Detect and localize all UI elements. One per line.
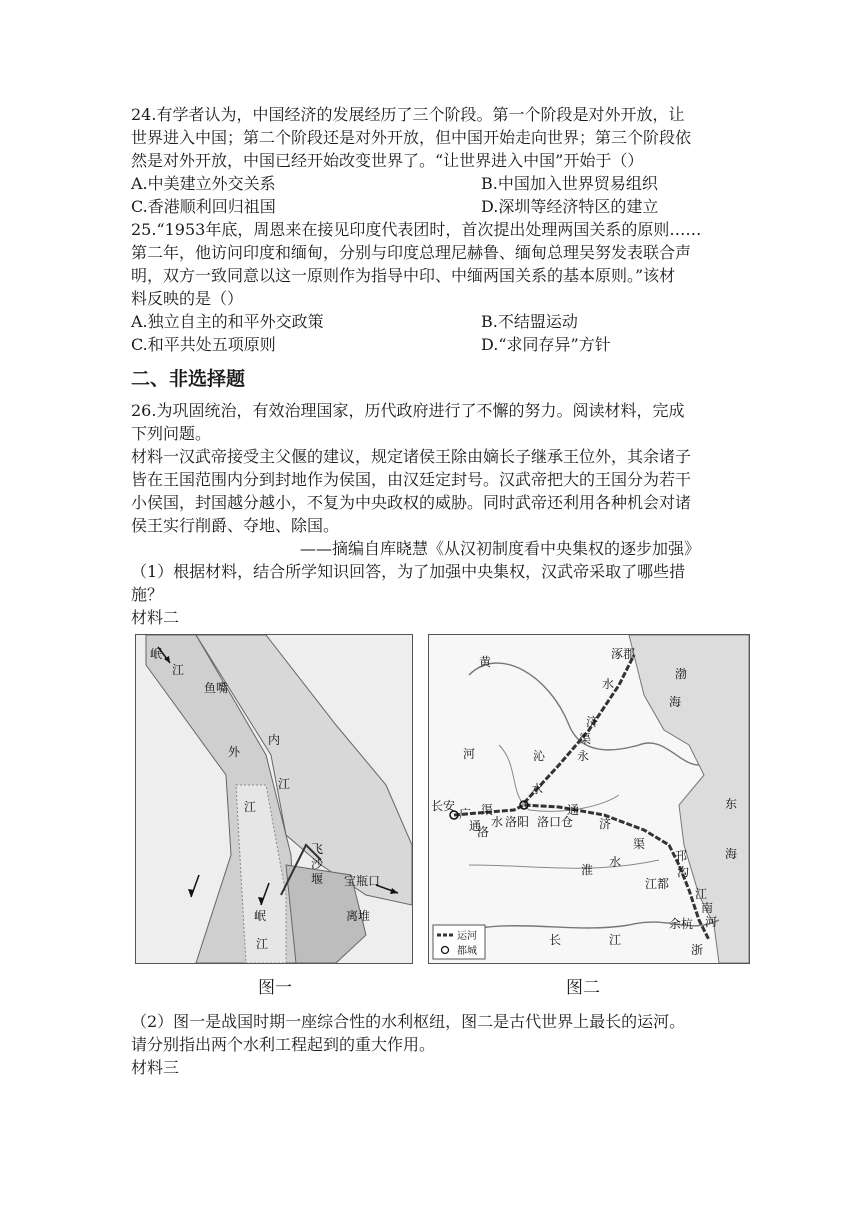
fig1-label-nei: 内 <box>268 733 281 747</box>
fig2-label-yong: 永 <box>577 749 590 763</box>
q25-option-a: A.独立自主的和平外交政策 <box>131 312 324 331</box>
fig2-label-luoyang: 洛阳 <box>505 815 530 829</box>
fig2-label-qin: 沁 <box>533 749 546 763</box>
fig2-label-shui-qin: 水 <box>531 782 544 796</box>
material1-source: ——摘编自库晓慧《从汉初制度看中央集权的逐步加强》 <box>300 539 701 558</box>
material2-label: 材料二 <box>131 608 180 627</box>
fig2-label-tong: 通 <box>567 803 580 817</box>
fig1-label-fei: 飞 <box>311 842 324 856</box>
q24-stem-line-3: 然是对外开放，中国已经开始改变世界了。“让世界进入中国”开始于（） <box>131 151 644 170</box>
q24-option-a: A.中美建立外交关系 <box>131 174 276 193</box>
material1-line-4: 侯王实行削爵、夺地、除国。 <box>131 516 340 535</box>
fig2-label-he: 河 <box>463 747 476 761</box>
fig2-label-jiang-chang: 江 <box>609 933 622 947</box>
q25-stem-line-2: 第二年，他访问印度和缅甸，分别与印度总理尼赫鲁、缅甸总理吴努发表联合声 <box>131 243 692 262</box>
q26-sub1-line-1: （1）根据材料，结合所学知识回答，为了加强中央集权，汉武帝采取了哪些措 <box>131 562 686 581</box>
fig2-label-huai: 淮 <box>581 863 594 877</box>
fig2-label-chang: 长 <box>549 933 562 947</box>
fig2-label-ji: 济 <box>586 715 599 729</box>
q25-option-c: C.和平共处五项原则 <box>131 335 276 354</box>
fig2-label-hai-bohai: 海 <box>669 695 682 709</box>
fig2-label-yuhang: 余杭 <box>669 917 694 931</box>
fig1-label-min: 岷 <box>150 647 163 661</box>
fig2-label-luo: 洛 <box>477 825 490 839</box>
q25-stem-line-4: 料反映的是（） <box>131 289 244 308</box>
q25-stem-line-3: 明，双方一致同意以这一原则作为指导中印、中缅两国关系的基本原则。”该材 <box>131 266 676 285</box>
fig1-label-yuzui: 鱼嘴 <box>204 681 229 695</box>
fig2-label-he-nanhe: 河 <box>705 915 718 929</box>
figure-1-drawing <box>136 635 412 963</box>
fig2-label-jiangdu: 江都 <box>645 877 670 891</box>
fig2-label-bo: 渤 <box>675 667 688 681</box>
material1-line-1: 材料一汉武帝接受主父偃的建议，规定诸侯王除由嫡长子继承王位外，其余诸子 <box>131 447 692 466</box>
q24-option-b: B.中国加入世界贸易组织 <box>481 174 658 193</box>
material1-line-2: 皆在王国范围内分到封地作为侯国，由汉廷定封号。汉武帝把大的王国分为若干 <box>131 470 692 489</box>
q26-intro-line-2: 下列问题。 <box>131 424 212 443</box>
fig1-label-baopingkou: 宝瓶口 <box>344 874 381 888</box>
fig2-legend-canal: 运河 <box>457 931 477 942</box>
fig2-label-hai-donghai: 海 <box>725 847 738 861</box>
fig2-label-qu-tongji: 渠 <box>633 837 646 851</box>
q24-stem-line-1: 24.有学者认为，中国经济的发展经历了三个阶段。第一个阶段是对外开放，让 <box>131 105 685 124</box>
fig1-label-yan: 堰 <box>311 872 324 886</box>
fig1-label-jiang-inner: 江 <box>278 777 291 791</box>
q24-option-d: D.深圳等经济特区的建立 <box>481 197 659 216</box>
fig2-label-shui-north: 水 <box>602 677 615 691</box>
figure-2-caption: 图二 <box>566 978 600 998</box>
fig1-label-wai: 外 <box>228 745 241 759</box>
q25-option-d: D.“求同存异”方针 <box>481 335 611 354</box>
fig2-label-jiang-nanhe: 江 <box>695 887 708 901</box>
fig2-label-zhe: 浙 <box>691 943 704 957</box>
q26-intro-line-1: 26.为巩固统治，有效治理国家，历代政府进行了不懈的努力。阅读材料，完成 <box>131 401 685 420</box>
figure-1-caption: 图一 <box>258 978 292 998</box>
fig2-label-guang: 广 <box>459 807 472 821</box>
fig2-label-nan: 南 <box>701 901 714 915</box>
fig1-label-sha: 沙 <box>311 857 324 871</box>
figure-1-dujiangyan-map <box>135 634 413 964</box>
section-title: 二、非选择题 <box>131 368 246 390</box>
fig2-label-han: 邗 <box>675 849 688 863</box>
fig2-label-changan: 长安 <box>431 799 456 813</box>
material1-line-3: 小侯国，封国越分越小，不复为中央政权的威胁。同时武帝还利用各种机会对诸 <box>131 493 692 512</box>
fig2-label-ji-tongji: 济 <box>599 817 612 831</box>
q25-option-b: B.不结盟运动 <box>481 312 578 331</box>
fig2-label-qu-guangtong: 渠 <box>481 803 494 817</box>
fig2-label-gou: 沟 <box>677 865 690 879</box>
fig2-label-zhuojun: 涿郡 <box>611 647 636 661</box>
fig1-label-jiang-outer: 江 <box>244 800 257 814</box>
q26-sub1-line-2: 施？ <box>131 585 164 604</box>
fig2-label-dong: 东 <box>725 797 738 811</box>
fig1-label-jiang: 江 <box>172 663 185 677</box>
fig2-label-shui-luo: 水 <box>491 815 504 829</box>
fig1-label-min-lower: 岷 <box>254 909 267 923</box>
fig2-legend-capital: 都城 <box>457 946 477 957</box>
q26-sub2-line-2: 请分别指出两个水利工程起到的重大作用。 <box>131 1035 436 1054</box>
material3-label: 材料三 <box>131 1058 180 1077</box>
q25-stem-line-1: 25.“1953年底，周恩来在接见印度代表团时，首次提出处理两国关系的原则…… <box>131 220 702 239</box>
fig2-label-luokoucang: 洛口仓 <box>537 815 574 829</box>
q24-option-c: C.香港顺利回归祖国 <box>131 197 276 216</box>
q24-stem-line-2: 世界进入中国；第二个阶段还是对外开放，但中国开始走向世界；第三个阶段依 <box>131 128 692 147</box>
fig2-label-shui-huai: 水 <box>609 855 622 869</box>
fig2-label-tong-guangtong: 通 <box>469 819 482 833</box>
fig1-label-lidui: 离堆 <box>346 909 371 923</box>
fig2-label-huang: 黄 <box>479 655 492 669</box>
fig1-label-jiang-lower: 江 <box>256 937 269 951</box>
q26-sub2-line-1: （2）图一是战国时期一座综合性的水利枢纽，图二是古代世界上最长的运河。 <box>131 1012 686 1031</box>
fig2-label-qu-yongji: 渠 <box>579 732 592 746</box>
figure-2-grand-canal-map <box>428 634 750 964</box>
